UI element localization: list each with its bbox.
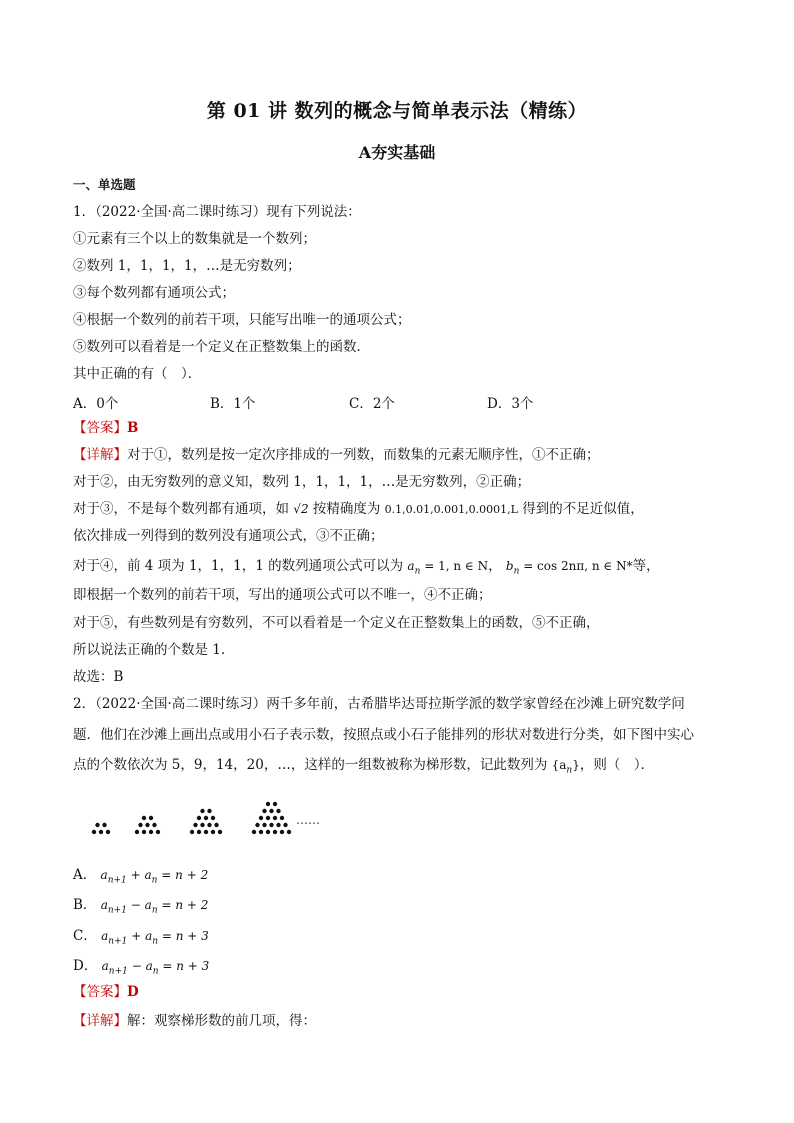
precision-sequence: 0.1,0.01,0.001,0.0001,L <box>384 503 518 516</box>
dot <box>190 830 194 834</box>
dot <box>106 830 110 834</box>
detail-text: 按精确度为 <box>312 501 381 517</box>
dot <box>95 823 99 827</box>
answer-tag: 【答案】 <box>73 420 127 436</box>
q1-detail-6: 即根据一个数列的前若干项，写出的通项公式可以不唯一，④不正确； <box>73 587 492 603</box>
dot <box>193 823 197 827</box>
dot <box>259 830 263 834</box>
dot <box>102 823 106 827</box>
dot <box>283 823 287 827</box>
q2-option-d: D． $a_{n+1} - a_n = n + 3$ <box>73 958 210 977</box>
detail-text: 对于①，数列是按一定次序排成的一列数，而数集的元素无顺序性，①不正确； <box>127 447 600 463</box>
dot <box>266 802 270 806</box>
trapezoid-dots-figure <box>80 800 340 840</box>
dot <box>145 823 149 827</box>
answer-tag: 【答案】 <box>73 984 127 1000</box>
answer-value: D <box>127 984 139 1000</box>
dot <box>149 816 153 820</box>
dot <box>211 830 215 834</box>
dot <box>135 830 139 834</box>
dot <box>211 816 215 820</box>
q2-option-b: B． $a_{n+1} - a_n = n + 2$ <box>73 897 209 916</box>
q1-detail-8: 所以说法正确的个数是 1. <box>73 642 226 658</box>
sequence-notation: $\{a_n\}$ <box>551 758 580 776</box>
dot <box>269 823 273 827</box>
q1-detail-2: 对于②，由无穷数列的意义知，数列 1，1，1，1，…是无穷数列，②正确； <box>73 474 531 490</box>
q1-option-b: B．1个 <box>210 396 256 412</box>
q1-stem: 1．（2022·全国·高二课时练习）现有下列说法： <box>73 204 361 220</box>
dot-group-3 <box>190 809 222 834</box>
dot <box>262 823 266 827</box>
q1-answer <box>73 419 138 437</box>
dot <box>266 816 270 820</box>
formula-b: $b_n = \cos 2n\pi$, n ∈ N* <box>505 559 633 577</box>
q1-question: 其中正确的有（ ）． <box>73 366 202 382</box>
q2-stem-2: 题．他们在沙滩上画出点或用小石子表示数，按照点或小石子能排列的形状对数进行分类，如下图中实心 <box>73 727 694 743</box>
dot <box>207 823 211 827</box>
detail-tag: 【详解】 <box>73 1013 127 1029</box>
dot <box>273 816 277 820</box>
dot <box>287 830 291 834</box>
dot <box>266 830 270 834</box>
dot-group-4 <box>252 802 291 834</box>
dot <box>207 809 211 813</box>
dot <box>273 830 277 834</box>
dot <box>142 816 146 820</box>
q1-option-a: A．0个 <box>73 396 119 412</box>
dot <box>99 830 103 834</box>
dot <box>197 830 201 834</box>
dot <box>280 830 284 834</box>
q1-detail-4: 依次排成一列得到的数列没有通项公式，③不正确； <box>73 528 384 544</box>
q1-item-1: ①元素有三个以上的数集就是一个数列； <box>73 231 316 247</box>
dot <box>197 816 201 820</box>
q1-detail-3 <box>73 500 644 519</box>
dot <box>252 830 256 834</box>
detail-text: 对于③，不是每个数列都有通项，如 <box>73 501 289 517</box>
dot <box>204 830 208 834</box>
formula-a: $a_n = 1$, n ∈ N <box>407 559 489 577</box>
page-subtitle: A夯实基础 <box>358 143 436 162</box>
dot <box>138 823 142 827</box>
dot <box>214 823 218 827</box>
q2-stem-1: 2．（2022·全国·高二课时练习）两千多年前，古希腊毕达哥拉斯学派的数学家曾经在沙滩上研究数学问 <box>73 696 685 712</box>
dot <box>204 816 208 820</box>
q1-option-d: D．3个 <box>487 396 534 412</box>
dot <box>269 809 273 813</box>
q1-item-4: ④根据一个数列的前若干项，只能写出唯一的通项公式； <box>73 312 411 328</box>
detail-text: 对于④，前 4 项为 1，1，1，1 的数列通项公式可以为 <box>73 558 404 574</box>
dot <box>218 830 222 834</box>
dot <box>262 809 266 813</box>
dot-group-2 <box>135 816 160 834</box>
dot <box>200 823 204 827</box>
figure-ellipsis: …… <box>296 813 320 827</box>
q2-stem-3: 点的个数依次为 5，9，14，20，…，这样的一组数被称为梯形数，记此数列为 $\{a_n\}$，则（ ）． <box>73 757 655 776</box>
q1-detail-1 <box>73 446 600 464</box>
answer-value: B <box>127 420 139 436</box>
q1-detail-7: 对于⑤，有些数列是有穷数列，不可以看着是一个定义在正整数集上的函数，⑤不正确， <box>73 615 600 631</box>
page-title: 第 01 讲 数列的概念与简单表示法（精练） <box>206 100 588 122</box>
q2-option-c: C． $a_{n+1} + a_n = n + 3$ <box>73 928 209 947</box>
dot <box>259 816 263 820</box>
dot <box>152 823 156 827</box>
sqrt-expression: √2 <box>293 502 309 516</box>
dot <box>149 830 153 834</box>
detail-text: 得到的不足近似值， <box>522 501 644 517</box>
q1-detail-9: 故选：B <box>73 669 124 685</box>
dot <box>92 830 96 834</box>
dot <box>255 823 259 827</box>
dot <box>280 816 284 820</box>
q1-item-3: ③每个数列都有通项公式； <box>73 285 235 301</box>
q2-detail: 【详解】解：观察梯形数的前几项，得： <box>73 1013 316 1029</box>
dot <box>200 809 204 813</box>
detail-tag: 【详解】 <box>73 447 127 463</box>
q1-item-5: ⑤数列可以看着是一个定义在正整数集上的函数． <box>73 339 370 355</box>
dot <box>142 830 146 834</box>
q1-item-2: ②数列 1，1，1，1，…是无穷数列； <box>73 258 301 274</box>
dot <box>276 823 280 827</box>
q2-answer <box>73 983 139 1001</box>
dot <box>156 830 160 834</box>
detail-text: ， <box>488 558 502 574</box>
dot-group-1 <box>92 823 110 834</box>
dot <box>276 809 280 813</box>
q1-option-c: C．2个 <box>349 396 395 412</box>
detail-text: 等， <box>632 558 660 574</box>
q2-option-a: A． $a_{n+1} + a_n = n + 2$ <box>73 867 209 886</box>
q1-detail-5 <box>73 557 660 580</box>
section-heading: 一、单选题 <box>73 177 136 192</box>
dot <box>273 802 277 806</box>
